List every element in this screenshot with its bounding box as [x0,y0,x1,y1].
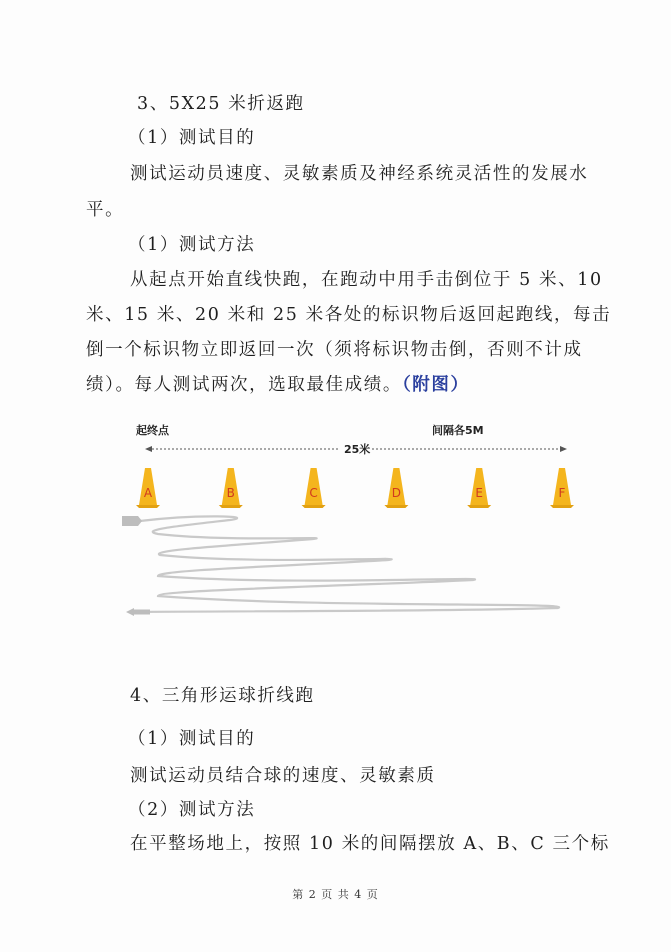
start-arrow-icon [122,516,142,526]
cone-base [219,505,243,508]
interval-label: 间隔各5M [432,424,484,437]
running-path [126,516,559,612]
section3-method-line-1: 从起点开始直线快跑，在跑动中用手击倒位于 5 米、10 [130,270,603,290]
cone-b [219,468,243,508]
figure-reference: （附图） [401,375,470,395]
section3-method-heading: （1）测试方法 [128,235,256,255]
arrow-right-icon [560,446,567,452]
section3-method-line-3: 倒一个标识物立即返回一次（须将标识物击倒，否则不计成 [86,340,583,360]
section3-purpose-line-1: 测试运动员速度、灵敏素质及神经系统灵活性的发展水 [130,164,589,184]
cone-label: C [309,486,318,500]
section4-purpose-line: 测试运动员结合球的速度、灵敏素质 [130,766,436,786]
arrow-left-icon [145,446,152,452]
method-last-text: 绩）。每人测试两次，选取最佳成绩。 [86,375,402,395]
cone-label: A [143,486,153,500]
shuttle-run-diagram [118,418,588,633]
cone-base [550,505,574,508]
cone-f [550,468,574,508]
cone-label: F [558,486,566,500]
return-arrow-tail [132,610,150,615]
cone-label: B [226,486,235,500]
cone-base [384,505,408,508]
cone-e [467,468,491,508]
cone-base [302,505,326,508]
cone-c [302,468,326,508]
cone-base [467,505,491,508]
section4-method-heading: （2）测试方法 [128,800,256,820]
cone-label: E [475,486,483,500]
cone-a [136,468,160,508]
start-finish-label: 起终点 [136,424,169,437]
section3-purpose-heading: （1）测试目的 [128,128,256,148]
section3-purpose-line-2: 平。 [86,200,125,220]
page-footer: 第 2 页 共 4 页 [292,888,379,901]
cone-base [136,505,160,508]
cone-label: D [391,486,402,500]
cone-d [384,468,408,508]
cone-row [136,468,574,508]
section3-method-line-2: 米、15 米、20 米和 25 米各处的标识物后返回起跑线，每击 [86,305,612,325]
distance-label: 25米 [344,443,371,456]
section4-method-line: 在平整场地上，按照 10 米的间隔摆放 A、B、C 三个标 [130,834,610,854]
section3-method-line-4 [86,371,470,396]
section3-heading: 3、5X25 米折返跑 [137,94,305,114]
section4-heading: 4、三角形运球折线跑 [130,686,315,706]
section4-purpose-heading: （1）测试目的 [128,729,256,749]
